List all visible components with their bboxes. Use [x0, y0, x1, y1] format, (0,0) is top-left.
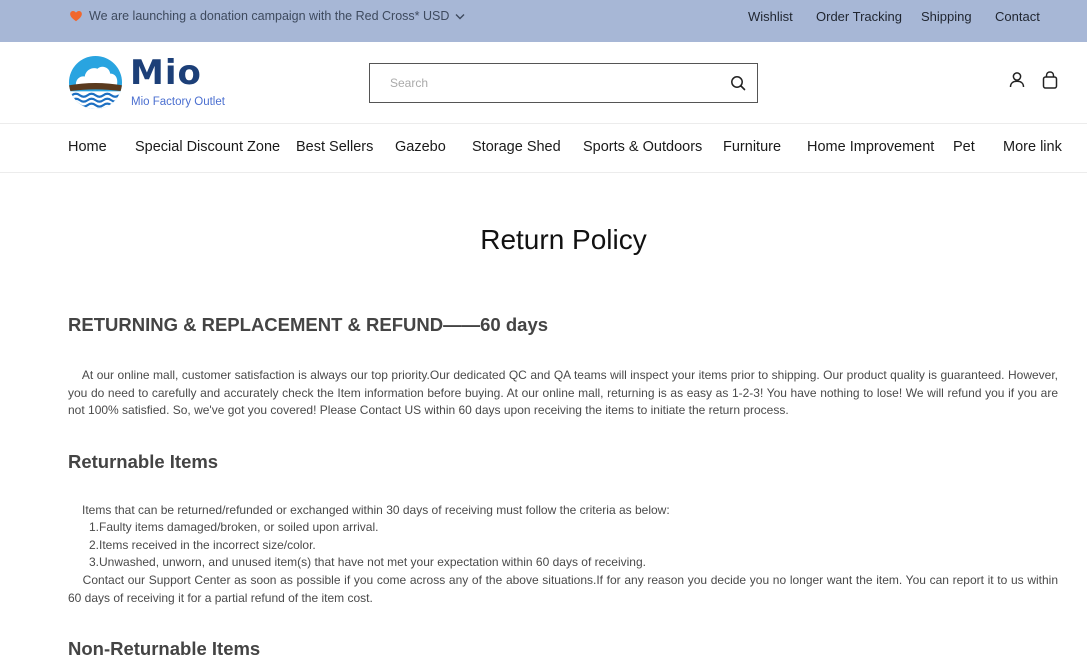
- section-heading-returning: RETURNING & REPLACEMENT & REFUND——60 days: [68, 314, 549, 335]
- nav-special-discount-zone[interactable]: Special Discount Zone: [135, 139, 281, 155]
- wishlist-link[interactable]: Wishlist: [748, 9, 793, 24]
- site-header: [0, 42, 1087, 124]
- announcement-bar: [0, 0, 1087, 42]
- nav-pet[interactable]: Pet: [953, 139, 975, 155]
- cart-bag-icon[interactable]: [1040, 70, 1060, 90]
- announcement: [69, 9, 420, 23]
- criteria-item: 2.Items received in the incorrect size/color.: [89, 538, 316, 552]
- search-box: [369, 63, 758, 103]
- nav-storage-shed[interactable]: Storage Shed: [472, 139, 561, 155]
- currency-selector[interactable]: [423, 9, 465, 23]
- nav-furniture[interactable]: Furniture: [723, 139, 782, 155]
- order-tracking-link[interactable]: Order Tracking: [816, 9, 902, 24]
- criteria-item: 3.Unwashed, unworn, and unused item(s) that have not met your expectation within 60 days of receiving.: [89, 555, 646, 569]
- main-nav: [0, 124, 1087, 173]
- section-heading-non-returnable-items: Non-Returnable Items: [68, 638, 261, 659]
- nav-best-sellers[interactable]: Best Sellers: [296, 139, 374, 155]
- returnable-footer: Contact our Support Center as soon as possible if you come across any of the above situations.If for any reason you decide you no longer want the item. You can report it to us within 60 days of receiving it for a partial refund of the item cost.: [68, 573, 1058, 605]
- shipping-link[interactable]: Shipping: [921, 9, 972, 24]
- search-icon[interactable]: [730, 75, 746, 91]
- nav-sports-outdoors[interactable]: Sports & Outdoors: [583, 139, 703, 155]
- announcement-text: We are launching a donation campaign with the Red Cross*: [89, 9, 420, 23]
- logo[interactable]: [68, 55, 238, 111]
- nav-gazebo[interactable]: Gazebo: [395, 139, 446, 155]
- logo-tagline: Mio Factory Outlet: [131, 96, 225, 108]
- contact-link[interactable]: Contact: [995, 9, 1040, 24]
- chevron-down-icon: [455, 13, 465, 20]
- logo-mark-icon: [68, 55, 123, 110]
- currency-value: USD: [423, 9, 450, 23]
- section-body-returning: At our online mall, customer satisfaction is always our top priority.Our dedicated QC and QA teams will inspect your items prior to shipping. Our product quality is guaranteed. However, you do need to carefully and accurately check the Item information before buying. At our online mall, returning is as easy as 1-2-3! You have nothing to lose! We will refund you if you are not 100% satisfied. So, we've got you covered! Please Contact US within 60 days upon receiving the items to initiate the return process.: [68, 368, 1058, 417]
- criteria-item: 1.Faulty items damaged/broken, or soiled upon arrival.: [89, 520, 379, 534]
- page-title: Return Policy: [480, 224, 647, 255]
- section-heading-returnable-items: Returnable Items: [68, 451, 219, 472]
- nav-home[interactable]: Home: [68, 139, 107, 155]
- search-input[interactable]: [370, 64, 720, 102]
- logo-wordmark: Mio: [130, 53, 202, 93]
- heart-icon: [69, 9, 83, 23]
- nav-home-improvement[interactable]: Home Improvement: [807, 139, 935, 155]
- returnable-intro: Items that can be returned/refunded or exchanged within 30 days of receiving must follow the criteria as below:: [82, 503, 670, 517]
- account-icon[interactable]: [1007, 70, 1027, 90]
- nav-more-link[interactable]: More link: [1003, 139, 1062, 155]
